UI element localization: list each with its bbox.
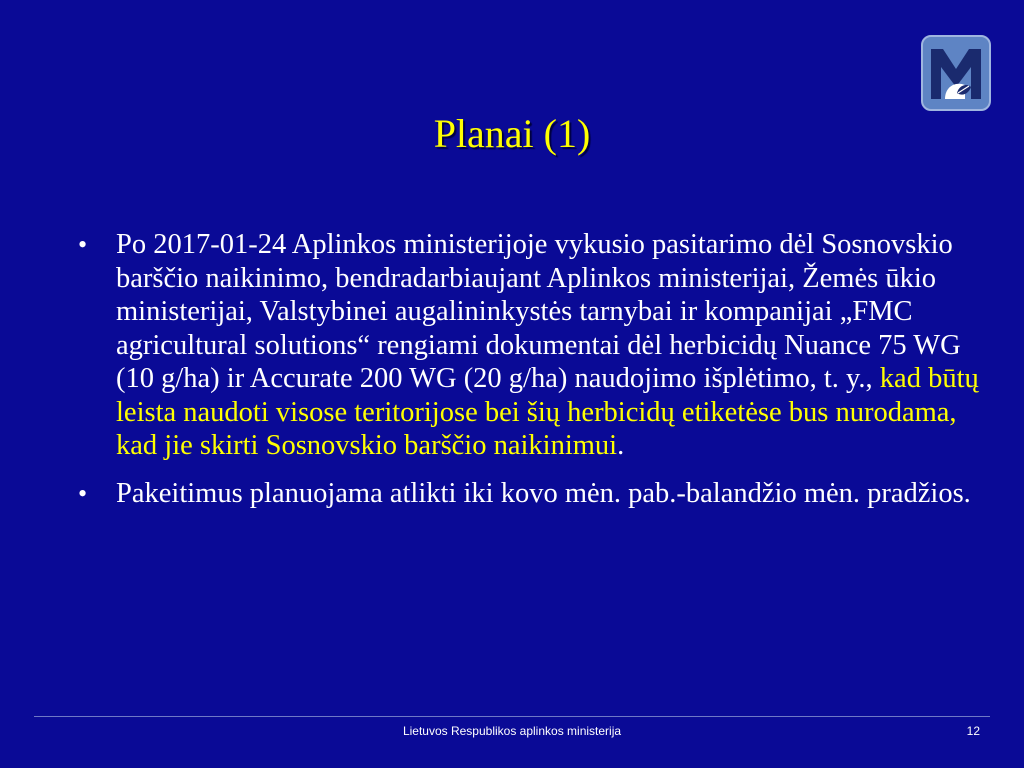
bullet-list [78, 228, 998, 524]
bullet-text: Po 2017-01-24 Aplinkos ministerijoje vykusio pasitarimo dėl Sosnovskio barščio naikinimo, bendradarbiaujant Aplinkos ministerijai, Žemės ūkio ministerijai, Valstybinei augalininkystės tarnybai ir kompanijai „FMC agricultural solutions“ rengiami dokumentai dėl herbicidų Nuance 75 WG (10 g/ha) ir Accurate 200 WG (20 g/ha) naudojimo išplėtimo, t. y., [116, 229, 961, 394]
bullet-item [78, 228, 998, 463]
footer-text: Lietuvos Respublikos aplinkos ministerija [402, 724, 622, 738]
bullet-glyph: • [78, 478, 88, 508]
bullet-text-end: . [617, 430, 625, 461]
page-number: 12 [966, 724, 980, 738]
bullet-highlight-text: kad būtų leista naudoti visose teritorijose bei šių herbicidų etiketėse bus nurodama, kad jie skirti Sosnovskio barščio naikinimui [116, 363, 979, 461]
slide-title: Planai (1) [433, 111, 591, 156]
ministry-logo-icon [921, 35, 991, 111]
bullet-glyph: • [78, 230, 88, 259]
footer-divider [34, 716, 990, 717]
bullet-text: Pakeitimus planuojama atlikti iki kovo mėn. pab.-balandžio mėn. pradžios. [116, 477, 971, 509]
bullet-item [78, 477, 998, 511]
